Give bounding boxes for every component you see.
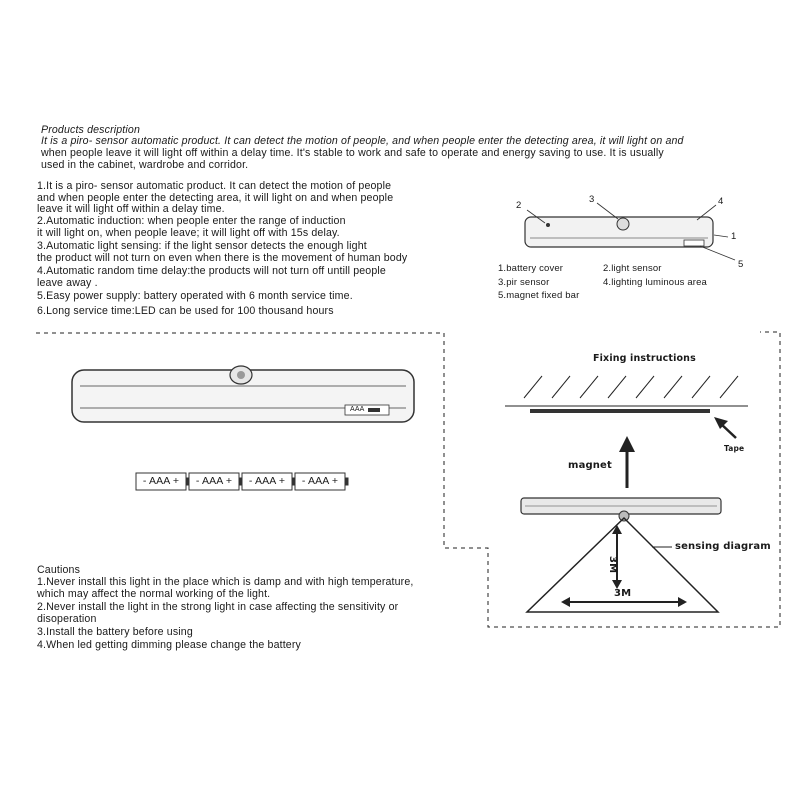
feature-line-5: it will light on, when people leave; it will light off with 15s delay.: [37, 227, 340, 239]
legend-lighting-area: 4.lighting luminous area: [603, 277, 707, 288]
light-sensor-icon: [546, 223, 550, 227]
vertical-range-label: 3M: [607, 556, 618, 574]
legend-pir-sensor: 3.pir sensor: [498, 277, 550, 288]
legend-light-sensor: 2.light sensor: [603, 263, 662, 274]
callout-1: 1: [731, 231, 737, 242]
battery-cover-icon: [684, 240, 704, 246]
caution-line-3: 2.Never install the light in the strong light in case affecting the sensitivity or: [37, 601, 399, 613]
callout-5: 5: [738, 259, 744, 270]
fixing-light-bar: [521, 498, 721, 521]
description-line-3: used in the cabinet, wardrobe and corridor.: [41, 159, 249, 171]
mounting-surface: [505, 376, 748, 406]
tape-label: Tape: [724, 444, 745, 453]
legend-magnet-bar: 5.magnet fixed bar: [498, 290, 580, 301]
battery-4-label: - AAA +: [301, 475, 339, 487]
tape-arrow-icon: [714, 417, 736, 438]
caution-line-2: which may affect the normal working of the light.: [37, 588, 271, 600]
cautions-title: Cautions: [37, 564, 81, 576]
feature-line-7: the product will not turn on even when there is the movement of human body: [37, 252, 408, 264]
feature-line-8: 4.Automatic random time delay:the products will not turn off untill people: [37, 265, 386, 277]
compartment-label: AAA: [350, 406, 365, 413]
battery-2-label: - AAA +: [195, 475, 233, 487]
feature-line-2: and when people enter the detecting area, it will light on and when people: [37, 192, 394, 204]
description-line-2: when people leave it will light off within a delay time. It's stable to work and safe to operate and energy saving to use. It is usually: [41, 147, 664, 159]
caution-line-5: 3.Install the battery before using: [37, 626, 193, 638]
caution-line-1: 1.Never install this light in the place which is damp and with high temperature,: [37, 576, 414, 588]
caution-line-6: 4.When led getting dimming please change the battery: [37, 639, 301, 651]
description-title: Products description: [41, 124, 140, 136]
feature-line-6: 3.Automatic light sensing: if the light sensor detects the enough light: [37, 240, 367, 252]
fixing-title: Fixing instructions: [593, 353, 696, 364]
battery-1-label: - AAA +: [142, 475, 180, 487]
description-line-1: It is a piro- sensor automatic product. It can detect the motion of people, and when people enter the detecting area, it will light on and: [41, 135, 684, 147]
legend-battery-cover: 1.battery cover: [498, 263, 564, 274]
feature-line-4: 2.Automatic induction: when people enter the range of induction: [37, 215, 346, 227]
feature-line-3: leave it will light off within a delay time.: [37, 203, 225, 215]
tape-strip: [530, 409, 710, 413]
parts-diagram-light-bar: [525, 203, 735, 260]
magnet-up-arrow-icon: [619, 436, 635, 488]
callout-4: 4: [718, 196, 724, 207]
feature-line-11: 6.Long service time:LED can be used for 100 thousand hours: [37, 305, 334, 317]
feature-line-10: 5.Easy power supply: battery operated with 6 month service time.: [37, 290, 353, 302]
callout-3: 3: [589, 194, 595, 205]
magnet-label: magnet: [568, 460, 612, 471]
horizontal-range-label: 3M: [614, 588, 632, 599]
sensing-diagram-label: sensing diagram: [675, 541, 771, 552]
pir-sensor-icon: [617, 218, 629, 230]
feature-line-1: 1.It is a piro- sensor automatic product. It can detect the motion of people: [37, 180, 392, 192]
callout-2: 2: [516, 200, 522, 211]
caution-line-4: disoperation: [37, 613, 97, 625]
battery-3-label: - AAA +: [248, 475, 286, 487]
feature-line-9: leave away .: [37, 277, 98, 289]
